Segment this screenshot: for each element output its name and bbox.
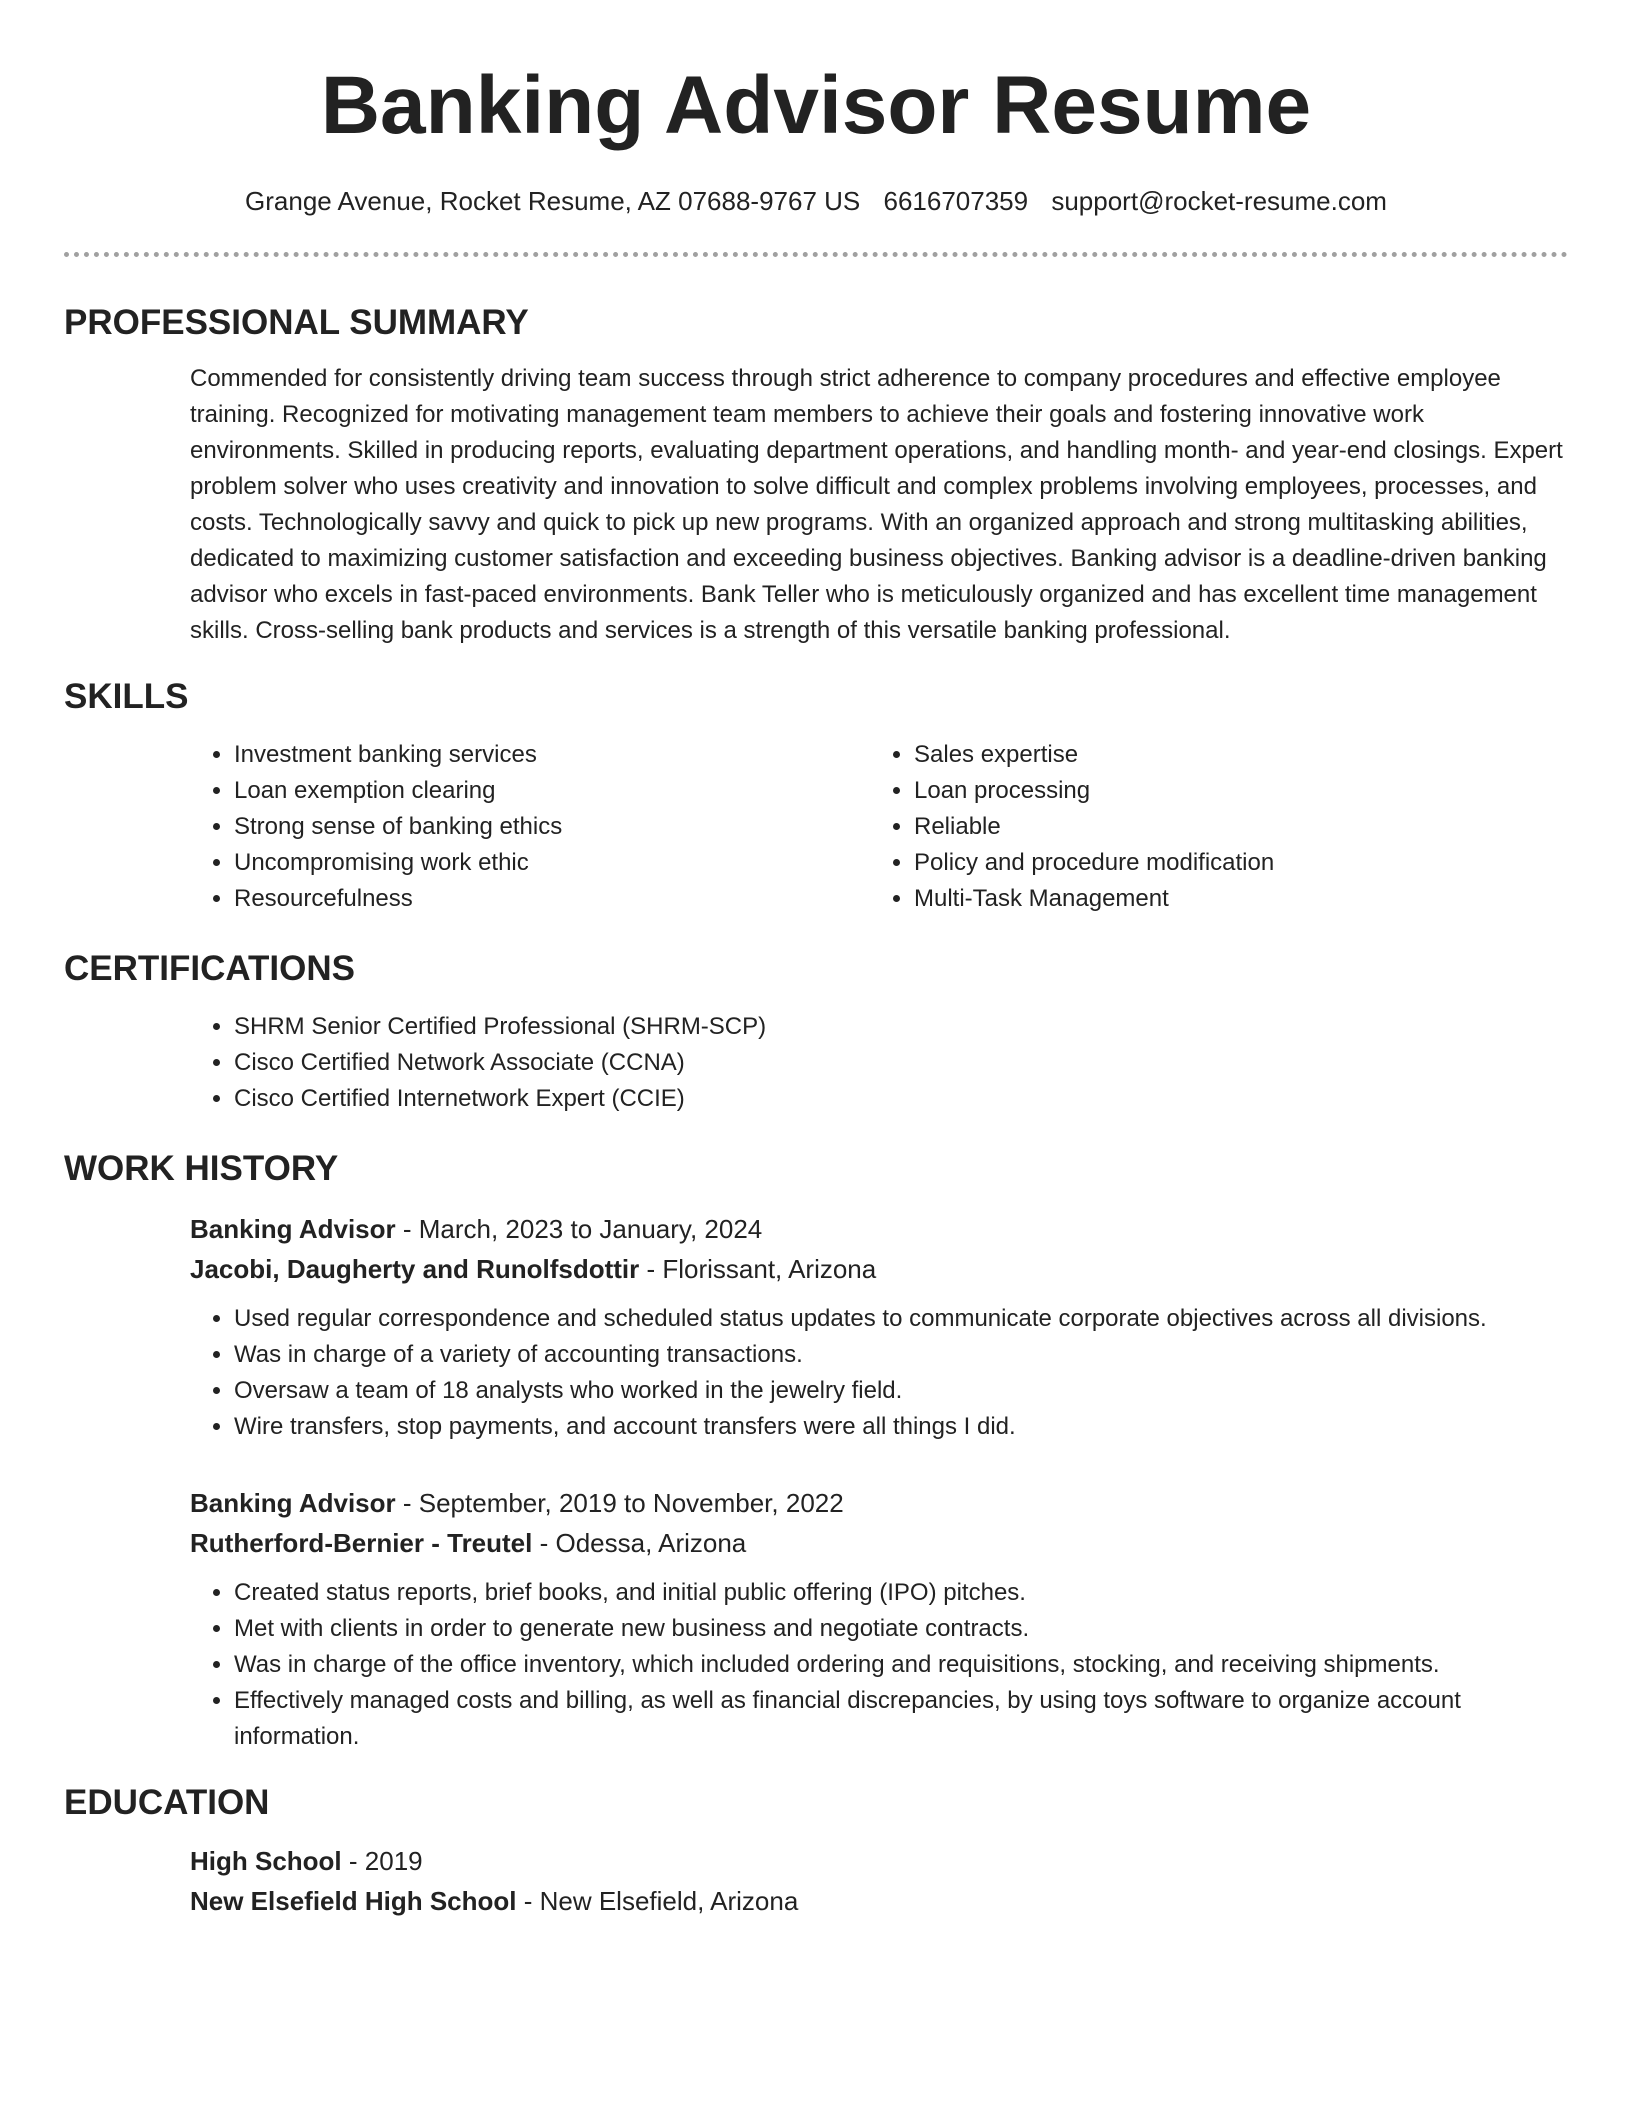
certifications-block — [190, 1009, 1568, 1117]
job-dates: - September, 2019 to November, 2022 — [395, 1488, 844, 1518]
education-school: New Elsefield High School — [190, 1886, 517, 1916]
job-company: Jacobi, Daugherty and Runolfsdottir — [190, 1254, 640, 1284]
certification-item: • SHRM Senior Certified Professional (SHRM-SCP) — [234, 1009, 1568, 1045]
job-bullet: • Wire transfers, stop payments, and account transfers were all things I did. — [234, 1409, 1568, 1445]
job-bullet: • Was in charge of the office inventory, which included ordering and requisitions, stocking, and receiving shipments. — [234, 1647, 1568, 1683]
certification-item: • Cisco Certified Network Associate (CCNA) — [234, 1045, 1568, 1081]
job-company-line — [190, 1249, 1568, 1289]
job-bullet: • Used regular correspondence and scheduled status updates to communicate corporate objectives across all divisions. — [234, 1301, 1568, 1337]
job-role: Banking Advisor — [190, 1214, 396, 1244]
job-entry — [190, 1483, 1568, 1755]
section-title-education: EDUCATION — [64, 1783, 270, 1822]
section-certifications — [64, 947, 1568, 1117]
contact-address: Grange Avenue, Rocket Resume, AZ 07688-9767 US — [245, 186, 861, 216]
job-bullet-list — [190, 1575, 1568, 1755]
skill-item: • Strong sense of banking ethics — [234, 809, 870, 845]
job-company-line — [190, 1523, 1568, 1563]
contact-line — [64, 184, 1568, 218]
job-role-line — [190, 1483, 1568, 1523]
job-company: Rutherford-Bernier - Treutel — [190, 1528, 533, 1558]
certifications-list — [190, 1009, 1568, 1117]
skill-item: • Reliable — [914, 809, 1550, 845]
job-entry — [190, 1209, 1568, 1445]
contact-phone: 6616707359 — [883, 186, 1029, 216]
job-bullet: • Created status reports, brief books, and initial public offering (IPO) pitches. — [234, 1575, 1568, 1611]
resume-title: Banking Advisor Resume — [320, 60, 1312, 151]
section-summary — [64, 301, 1568, 649]
section-title-summary: PROFESSIONAL SUMMARY — [64, 303, 529, 342]
summary-text: Commended for consistently driving team success through strict adherence to company procedures and effective employee training. Recognized for motivating management team members to achieve their goals and fostering innovative work environments. Skilled in producing reports, evaluating department operations, and handling month- and year-end closings. Expert problem solver who uses creativity and innovation to solve difficult and complex problems involving employees, processes, and costs. Technologically savvy and quick to pick up new programs. With an organized approach and strong multitasking abilities, dedicated to maximizing customer satisfaction and exceeding business objectives. Banking advisor is a deadline-driven banking advisor who excels in fast-paced environments. Bank Teller who is meticulously organized and has excellent time management skills. Cross-selling bank products and services is a strength of this versatile banking professional. — [190, 365, 1563, 644]
contact-email: support@rocket-resume.com — [1051, 186, 1387, 216]
skill-item: • Uncompromising work ethic — [234, 845, 870, 881]
section-education — [64, 1781, 1568, 1921]
job-location: - Odessa, Arizona — [532, 1528, 747, 1558]
section-title-work-history: WORK HISTORY — [64, 1149, 339, 1188]
skill-item: • Investment banking services — [234, 737, 870, 773]
skills-list-left — [190, 737, 870, 917]
education-degree-line — [190, 1841, 1568, 1881]
job-dates: - March, 2023 to January, 2024 — [395, 1214, 763, 1244]
certification-item: • Cisco Certified Internetwork Expert (CCIE) — [234, 1081, 1568, 1117]
skill-item: • Policy and procedure modification — [914, 845, 1550, 881]
job-bullet: • Was in charge of a variety of accounting transactions. — [234, 1337, 1568, 1373]
skills-list-right — [870, 737, 1550, 917]
section-title-skills: SKILLS — [64, 677, 189, 716]
education-degree: High School — [190, 1846, 342, 1876]
job-role: Banking Advisor — [190, 1488, 396, 1518]
job-bullets — [190, 1301, 1568, 1445]
job-bullet-list — [190, 1301, 1568, 1445]
skills-grid — [190, 737, 1568, 917]
section-title-certifications: CERTIFICATIONS — [64, 949, 356, 988]
education-entry — [190, 1841, 1568, 1921]
skill-item: • Loan processing — [914, 773, 1550, 809]
skill-item: • Loan exemption clearing — [234, 773, 870, 809]
skills-column-left — [190, 737, 870, 917]
job-bullet: • Effectively managed costs and billing, as well as financial discrepancies, by using toys software to organize account information. — [234, 1683, 1568, 1755]
education-year: - 2019 — [341, 1846, 423, 1876]
education-location: - New Elsefield, Arizona — [516, 1886, 799, 1916]
job-location: - Florissant, Arizona — [639, 1254, 877, 1284]
job-role-line — [190, 1209, 1568, 1249]
section-work-history — [64, 1147, 1568, 1755]
job-bullets — [190, 1575, 1568, 1755]
skill-item: • Resourcefulness — [234, 881, 870, 917]
job-bullet: • Oversaw a team of 18 analysts who worked in the jewelry field. — [234, 1373, 1568, 1409]
skill-item: • Multi-Task Management — [914, 881, 1550, 917]
skill-item: • Sales expertise — [914, 737, 1550, 773]
education-school-line — [190, 1881, 1568, 1921]
header-divider — [64, 252, 1568, 257]
section-skills — [64, 675, 1568, 917]
skills-column-right — [870, 737, 1550, 917]
job-bullet: • Met with clients in order to generate new business and negotiate contracts. — [234, 1611, 1568, 1647]
